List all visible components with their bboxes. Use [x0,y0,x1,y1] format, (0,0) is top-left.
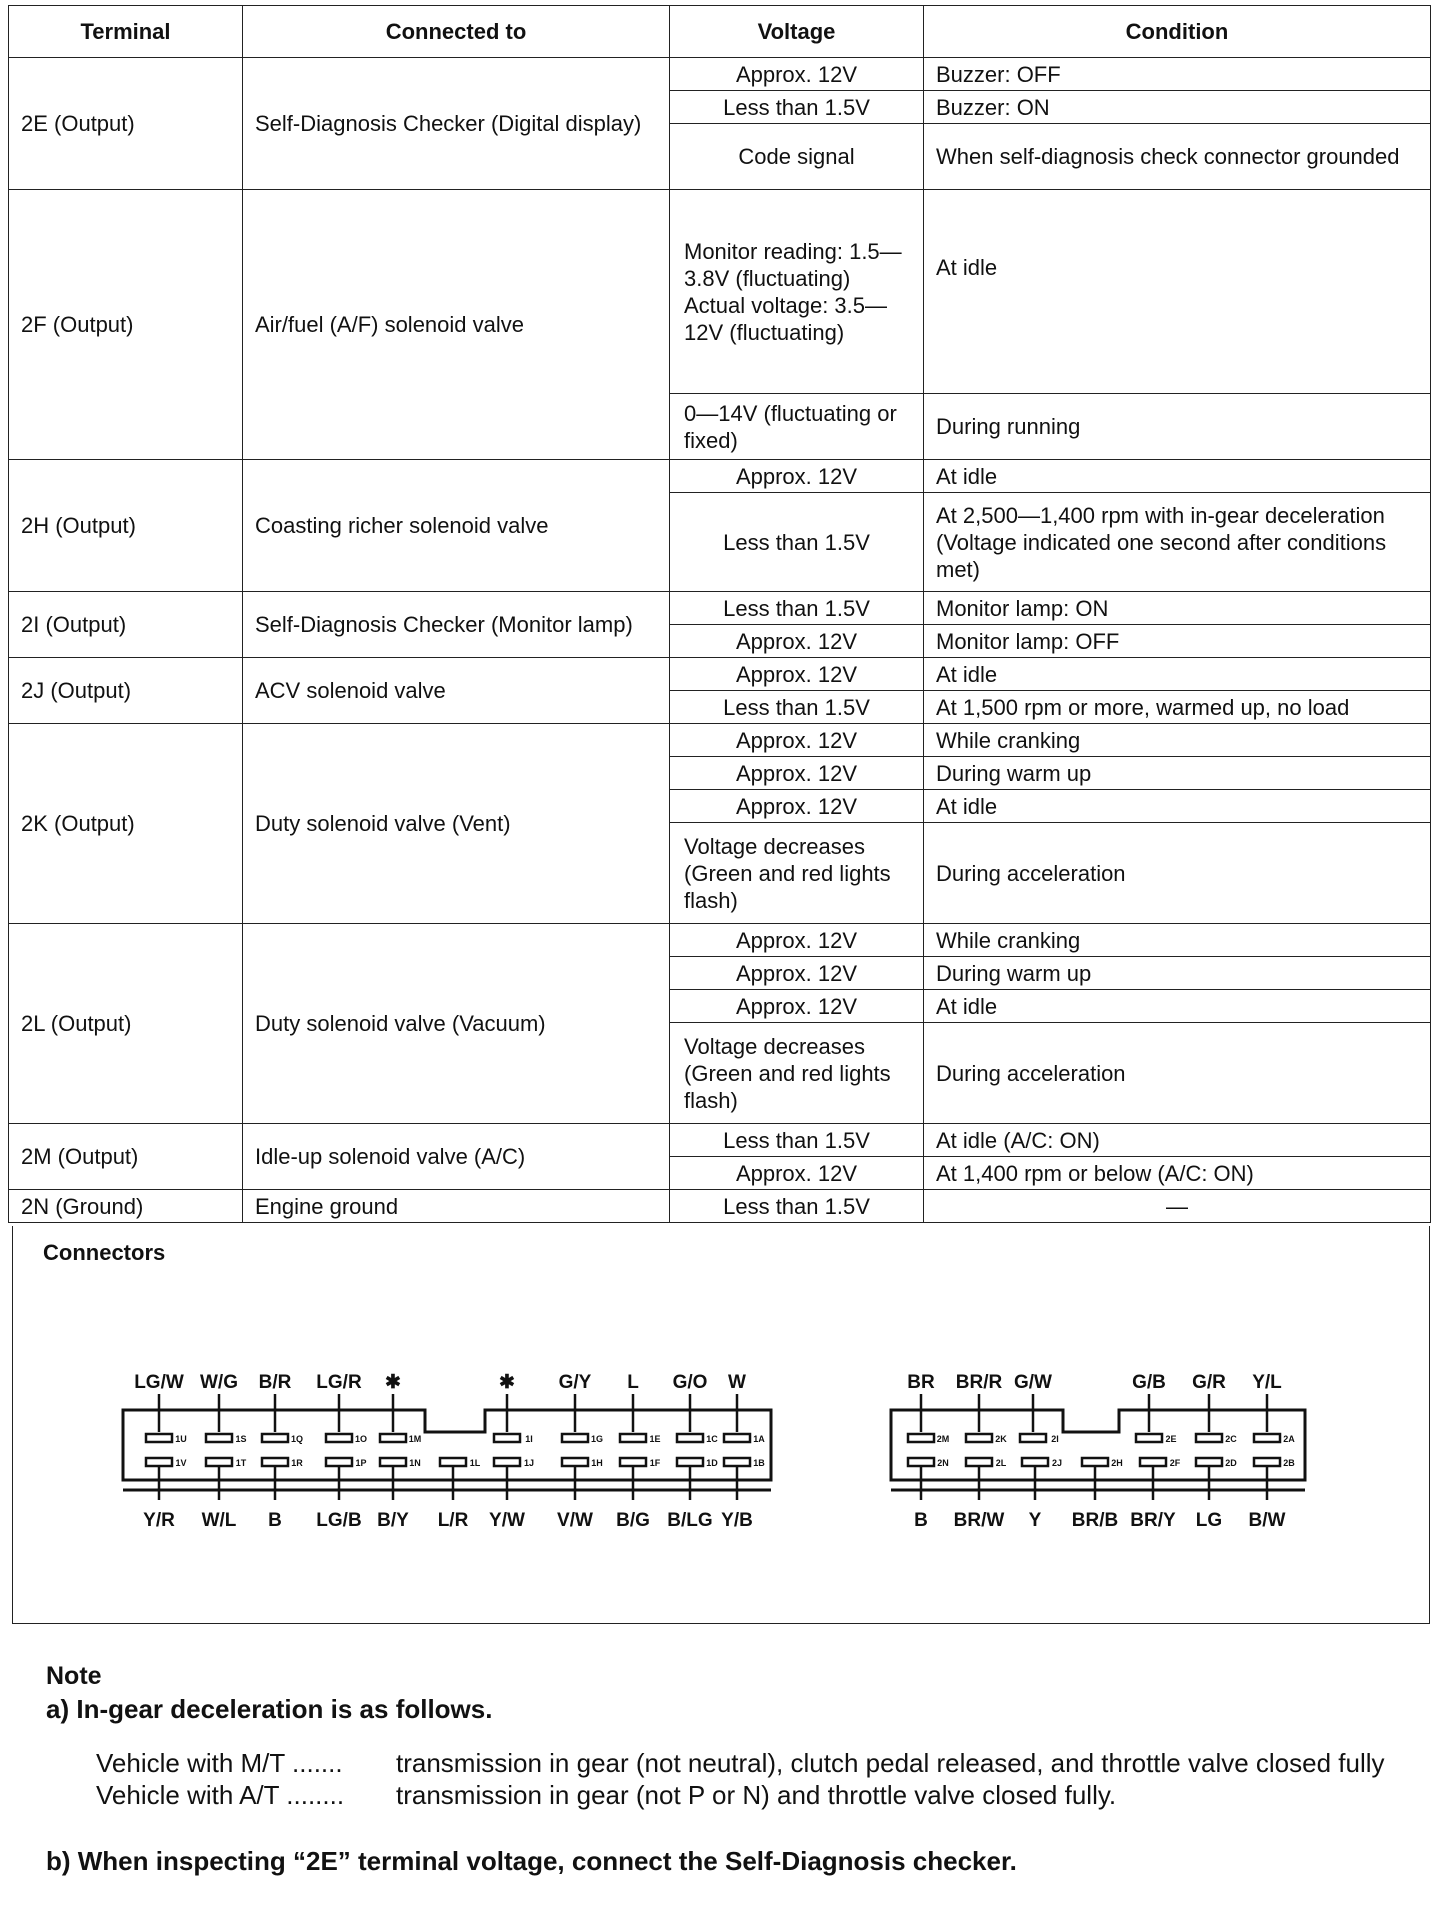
connector2-top-wire-label: G/B [1132,1372,1166,1393]
connected-cell: Coasting richer solenoid valve [243,460,670,592]
pin-label: 2N [937,1458,949,1468]
pin-terminal [380,1434,406,1442]
voltage-cell: Approx. 12V [670,724,924,757]
header-condition: Condition [924,6,1431,58]
condition-cell: Buzzer: OFF [924,58,1431,91]
condition-cell: At idle [924,658,1431,691]
pin-terminal [206,1458,232,1466]
pin-label: 2C [1225,1434,1237,1444]
terminal-cell: 2J (Output) [9,658,243,724]
terminal-voltage-table [8,5,1431,1223]
connector1-bottom-wire-label: L/R [437,1510,469,1531]
connector2-top-wire-label: BR/R [955,1372,1003,1393]
voltage-cell: Approx. 12V [670,757,924,790]
pin-label: 2I [1051,1434,1059,1444]
pin-label: 1Q [290,1434,304,1444]
connector2-top-wire-label: G/R [1192,1372,1226,1393]
voltage-cell: Approx. 12V [670,957,924,990]
terminal-cell: 2H (Output) [9,460,243,592]
terminal-cell: 2F (Output) [9,190,243,460]
condition-cell: Monitor lamp: OFF [924,625,1431,658]
condition-cell: At 2,500—1,400 rpm with in-gear deceleration (Voltage indicated one second after conditions met) [924,493,1431,592]
condition-cell: At idle (A/C: ON) [924,1124,1431,1157]
condition-cell: During warm up [924,957,1431,990]
voltage-cell: Approx. 12V [670,790,924,823]
condition-cell: While cranking [924,724,1431,757]
voltage-cell: Monitor reading: 1.5—3.8V (fluctuating) Actual voltage: 3.5—12V (fluctuating) [670,190,924,394]
connector1-top-wire-label: ✱ [385,1372,401,1393]
condition-cell: — [924,1190,1431,1223]
pin-label: 1I [525,1434,533,1444]
pin-terminal [1136,1434,1162,1442]
condition-cell: At idle [924,790,1431,823]
connector1-bottom-wire-label: Y/R [143,1510,175,1531]
pin-terminal [326,1458,352,1466]
pin-label: 1R [291,1458,303,1468]
connector1-top-wire-label: G/O [672,1372,708,1393]
pin-terminal [146,1434,172,1442]
voltage-cell: Less than 1.5V [670,91,924,124]
voltage-cell: Approx. 12V [670,1157,924,1190]
condition-cell: At 1,400 rpm or below (A/C: ON) [924,1157,1431,1190]
connector1-top-wire-label: B/R [258,1372,292,1393]
connector1-bottom-wire-label: B/Y [377,1510,409,1531]
pin-label: 1D [706,1458,718,1468]
note-title: Note [46,1662,102,1690]
pin-label: 2F [1169,1458,1181,1468]
connected-cell: Duty solenoid valve (Vent) [243,724,670,924]
pin-label: 1B [753,1458,765,1468]
voltage-cell: Approx. 12V [670,990,924,1023]
pin-terminal [1254,1458,1280,1466]
pin-label: 1F [649,1458,661,1468]
voltage-cell: 0—14V (fluctuating or fixed) [670,394,924,460]
voltage-cell: Less than 1.5V [670,592,924,625]
pin-label: 2L [995,1458,1007,1468]
pin-terminal [262,1434,288,1442]
pin-terminal [1022,1458,1048,1466]
voltage-cell: Approx. 12V [670,460,924,493]
pin-label: 1M [408,1434,422,1444]
note-at-text: transmission in gear (not P or N) and throttle valve closed fully. [396,1780,1117,1810]
pin-terminal [908,1434,934,1442]
voltage-cell: Approx. 12V [670,924,924,957]
connector1-top-wire-label: ✱ [499,1372,515,1393]
pin-terminal [440,1458,466,1466]
pin-label: 2D [1225,1458,1237,1468]
pin-terminal [724,1458,750,1466]
connector1-bottom-wire-label: LG/B [316,1510,362,1531]
connectors-title: Connectors [43,1240,166,1265]
pin-label: 2E [1165,1434,1177,1444]
pin-terminal [620,1458,646,1466]
condition-cell: At 1,500 rpm or more, warmed up, no load [924,691,1431,724]
pin-terminal [146,1458,172,1466]
header-connected-to: Connected to [243,6,670,58]
connector1-top-wire-label: LG/R [316,1372,362,1393]
connector2-bottom-wire-label: LG [1195,1510,1223,1531]
table-row [9,658,1431,691]
condition-cell: During acceleration [924,1023,1431,1124]
connected-cell: Air/fuel (A/F) solenoid valve [243,190,670,460]
pin-terminal [494,1434,520,1442]
connectors-panel [12,1226,1430,1624]
voltage-cell: Less than 1.5V [670,1124,924,1157]
pin-terminal [908,1458,934,1466]
pin-terminal [677,1434,703,1442]
terminal-cell: 2I (Output) [9,592,243,658]
pin-label: 2J [1051,1458,1063,1468]
pin-label: 1A [753,1434,765,1444]
voltage-cell: Approx. 12V [670,658,924,691]
connector2-bottom-wire-label: B/W [1248,1510,1286,1531]
connector1-top-wire-label: LG/W [134,1372,184,1393]
connected-cell: Duty solenoid valve (Vacuum) [243,924,670,1124]
pin-label: 1C [706,1434,718,1444]
pin-label: 2K [995,1434,1007,1444]
note-a-heading: a) In-gear deceleration is as follows. [46,1694,493,1724]
condition-cell: Monitor lamp: ON [924,592,1431,625]
connected-cell: Engine ground [243,1190,670,1223]
pin-terminal [1140,1458,1166,1466]
pin-label: 2A [1283,1434,1295,1444]
voltage-cell: Approx. 12V [670,58,924,91]
terminal-cell: 2L (Output) [9,924,243,1124]
connector2-bottom-wire-label: BR/B [1071,1510,1119,1531]
connected-cell: Idle-up solenoid valve (A/C) [243,1124,670,1190]
condition-cell: At idle [924,190,1431,394]
pin-label: 2H [1111,1458,1123,1468]
pin-terminal [562,1458,588,1466]
pin-terminal [1196,1458,1222,1466]
pin-terminal [677,1458,703,1466]
table-row [9,592,1431,625]
pin-label: 2B [1283,1458,1295,1468]
condition-cell: During acceleration [924,823,1431,924]
table-header-row [9,6,1431,58]
terminal-cell: 2M (Output) [9,1124,243,1190]
header-terminal: Terminal [9,6,243,58]
voltage-cell: Voltage decreases (Green and red lights flash) [670,823,924,924]
note-at-label: Vehicle with A/T ........ [96,1780,345,1810]
voltage-cell: Code signal [670,124,924,190]
table-row [9,460,1431,493]
condition-cell: When self-diagnosis check connector grounded [924,124,1431,190]
pin-label: 1U [175,1434,187,1444]
pin-terminal [494,1458,520,1466]
connector1-top-wire-label: G/Y [558,1372,592,1393]
table-row [9,924,1431,957]
condition-cell: While cranking [924,924,1431,957]
connected-cell: ACV solenoid valve [243,658,670,724]
connector2-top-wire-label: G/W [1014,1372,1052,1393]
pin-label: 1H [591,1458,603,1468]
pin-label: 1P [355,1458,367,1468]
voltage-cell: Less than 1.5V [670,493,924,592]
pin-terminal [1254,1434,1280,1442]
connector2-bottom-wire-label: B [914,1510,928,1531]
connector1-bottom-wire-label: B [268,1510,282,1531]
header-voltage: Voltage [670,6,924,58]
connector1-top-wire-label: W/G [200,1372,238,1393]
terminal-cell: 2E (Output) [9,58,243,190]
pin-terminal [380,1458,406,1466]
pin-label: 1N [409,1458,421,1468]
pin-terminal [724,1434,750,1442]
pin-label: 1G [590,1434,604,1444]
condition-cell: During running [924,394,1431,460]
note-at-row [96,1779,1436,1811]
connector2-bottom-wire-label: BR/W [953,1510,1005,1531]
condition-cell: At idle [924,990,1431,1023]
pin-terminal [1020,1434,1046,1442]
pin-label: 1V [175,1458,187,1468]
connector1-bottom-wire-label: W/L [201,1510,237,1531]
voltage-cell: Less than 1.5V [670,1190,924,1223]
connector2-bottom-wire-label: Y [1028,1510,1042,1531]
pin-terminal [262,1458,288,1466]
condition-cell: Buzzer: ON [924,91,1431,124]
voltage-cell: Voltage decreases (Green and red lights flash) [670,1023,924,1124]
terminal-cell: 2N (Ground) [9,1190,243,1223]
pin-terminal [966,1458,992,1466]
note-b-heading: b) When inspecting “2E” terminal voltage, connect the Self-Diagnosis checker. [46,1846,1017,1876]
table-row [9,724,1431,757]
table-row [9,1124,1431,1157]
voltage-cell: Approx. 12V [670,625,924,658]
condition-cell: At idle [924,460,1431,493]
pin-label: 1O [354,1434,368,1444]
pin-terminal [966,1434,992,1442]
pin-label: 2M [936,1434,950,1444]
connector2-bottom-wire-label: BR/Y [1130,1510,1176,1531]
pin-terminal [562,1434,588,1442]
pin-label: 1S [235,1434,247,1444]
connector1-top-wire-label: W [728,1372,746,1393]
pin-label: 1L [469,1458,481,1468]
connector1-bottom-wire-label: B/G [616,1510,650,1531]
pin-label: 1E [649,1434,661,1444]
connector1-bottom-wire-label: V/W [557,1510,593,1531]
voltage-cell: Less than 1.5V [670,691,924,724]
connected-cell: Self-Diagnosis Checker (Monitor lamp) [243,592,670,658]
table-row [9,1190,1431,1223]
note-mt-text: transmission in gear (not neutral), clutch pedal released, and throttle valve closed fully [396,1748,1385,1778]
pin-label: 1T [235,1458,247,1468]
pin-terminal [1196,1434,1222,1442]
pin-terminal [1082,1458,1108,1466]
note-mt-row [96,1747,1436,1779]
connector1-top-wire-label: L [627,1372,639,1393]
pin-terminal [326,1434,352,1442]
connector1-bottom-wire-label: Y/B [721,1510,753,1531]
pin-terminal [206,1434,232,1442]
pin-terminal [620,1434,646,1442]
table-row [9,58,1431,91]
connector1-bottom-wire-label: Y/W [489,1510,525,1531]
connector1-bottom-wire-label: B/LG [667,1510,713,1531]
connector2-top-wire-label: Y/L [1252,1372,1282,1393]
note-section [46,1661,1436,1877]
connected-cell: Self-Diagnosis Checker (Digital display) [243,58,670,190]
terminal-cell: 2K (Output) [9,724,243,924]
connector2-connector-body [891,1410,1305,1480]
connector2-top-wire-label: BR [907,1372,935,1393]
pin-label: 1J [523,1458,535,1468]
note-mt-label: Vehicle with M/T ....... [96,1748,343,1778]
table-row [9,190,1431,394]
connector-diagrams [13,1226,1431,1624]
condition-cell: During warm up [924,757,1431,790]
